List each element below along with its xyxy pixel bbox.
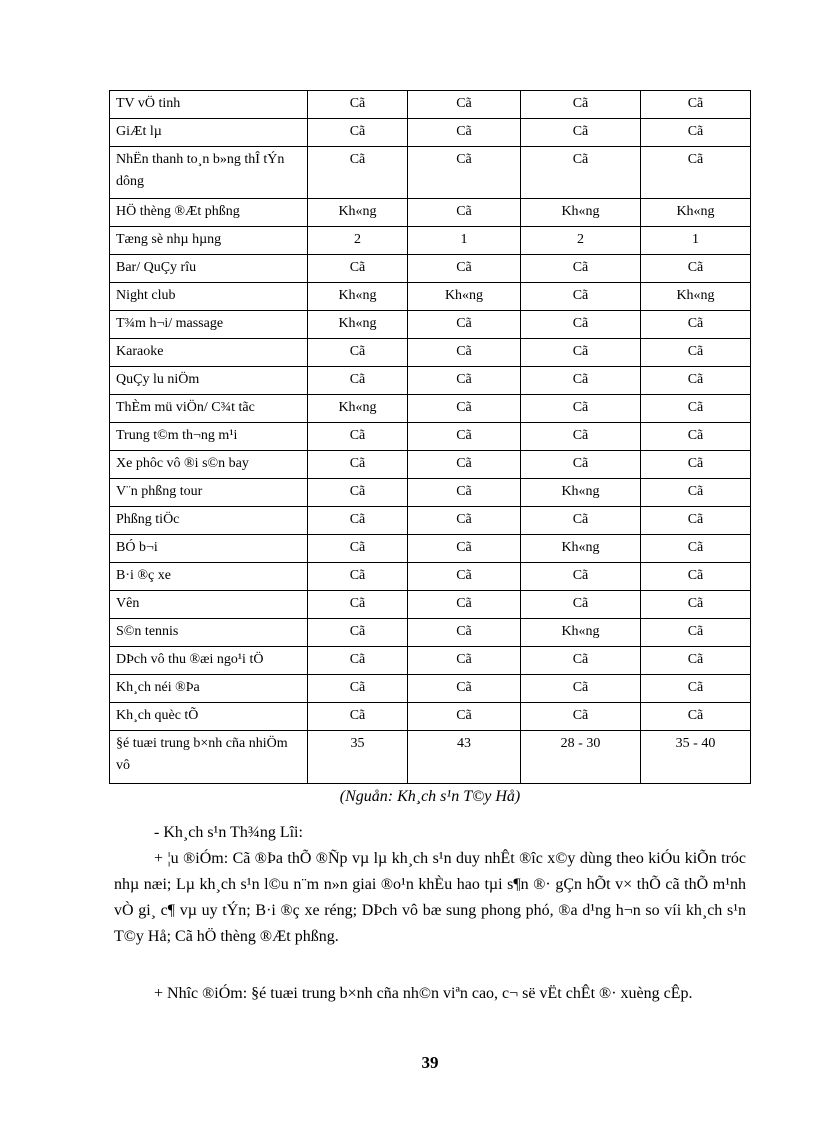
value-cell: Cã <box>308 147 408 199</box>
value-cell: Cã <box>641 647 751 675</box>
table-row <box>110 535 751 563</box>
row-label-cell: Phßng tiÖc <box>110 507 308 535</box>
row-label-cell: B·i ®ç xe <box>110 563 308 591</box>
value-cell: Cã <box>308 591 408 619</box>
row-label-cell: BÓ b¬i <box>110 535 308 563</box>
value-cell: Cã <box>641 367 751 395</box>
row-label-cell: Kh¸ch néi ®Þa <box>110 675 308 703</box>
table-row <box>110 451 751 479</box>
row-label-cell: GiÆt lµ <box>110 119 308 147</box>
value-cell: Cã <box>521 703 641 731</box>
table-row <box>110 675 751 703</box>
table-row <box>110 591 751 619</box>
table-row <box>110 367 751 395</box>
value-cell: Cã <box>308 91 408 119</box>
row-label-cell: Trung t©m th¬ng m¹i <box>110 423 308 451</box>
row-label-cell: T¾m h¬i/ massage <box>110 311 308 339</box>
table-row <box>110 647 751 675</box>
value-cell: 1 <box>641 227 751 255</box>
value-cell: Kh«ng <box>308 199 408 227</box>
value-cell: Kh«ng <box>521 535 641 563</box>
value-cell: Cã <box>521 675 641 703</box>
table-row <box>110 423 751 451</box>
row-label-cell: NhËn thanh to¸n b»ng thÎ tÝn dông <box>110 147 308 199</box>
row-label-cell: TV vÖ tinh <box>110 91 308 119</box>
value-cell: Cã <box>308 423 408 451</box>
table-row <box>110 147 751 199</box>
value-cell: Cã <box>641 339 751 367</box>
value-cell: 2 <box>521 227 641 255</box>
value-cell: Cã <box>308 507 408 535</box>
value-cell: Kh«ng <box>408 283 521 311</box>
value-cell: Cã <box>308 703 408 731</box>
value-cell: Cã <box>308 647 408 675</box>
value-cell: Cã <box>641 451 751 479</box>
value-cell: Cã <box>308 479 408 507</box>
value-cell: Cã <box>408 535 521 563</box>
value-cell: Cã <box>641 395 751 423</box>
table-row <box>110 619 751 647</box>
value-cell: Cã <box>521 647 641 675</box>
value-cell: Cã <box>408 675 521 703</box>
table-row <box>110 339 751 367</box>
table-row <box>110 227 751 255</box>
value-cell: Cã <box>521 395 641 423</box>
value-cell: Cã <box>408 119 521 147</box>
value-cell: Cã <box>308 119 408 147</box>
table-row <box>110 283 751 311</box>
value-cell: Cã <box>408 647 521 675</box>
value-cell: Cã <box>408 339 521 367</box>
value-cell: Cã <box>308 675 408 703</box>
value-cell: Cã <box>408 591 521 619</box>
value-cell: Cã <box>521 255 641 283</box>
value-cell: Cã <box>521 311 641 339</box>
row-label-cell: ThÈm mü viÖn/ C¾t tãc <box>110 395 308 423</box>
value-cell: Cã <box>308 451 408 479</box>
row-label-cell: V¨n phßng tour <box>110 479 308 507</box>
value-cell: Kh«ng <box>641 283 751 311</box>
row-label-cell: Karaoke <box>110 339 308 367</box>
value-cell: Cã <box>408 563 521 591</box>
value-cell: 35 - 40 <box>641 731 751 784</box>
value-cell: Cã <box>308 339 408 367</box>
value-cell: Cã <box>408 451 521 479</box>
table-row <box>110 311 751 339</box>
value-cell: Kh«ng <box>308 311 408 339</box>
value-cell: Cã <box>521 147 641 199</box>
value-cell: Cã <box>308 255 408 283</box>
row-label-cell: §é tuæi trung b×nh cña nhiÖm vô <box>110 731 308 784</box>
value-cell: Cã <box>408 703 521 731</box>
value-cell: Cã <box>521 423 641 451</box>
value-cell: Cã <box>641 311 751 339</box>
hotel-facilities-table <box>109 90 751 784</box>
value-cell: Cã <box>521 563 641 591</box>
value-cell: 1 <box>408 227 521 255</box>
advantages-paragraph: + ¦u ®iÓm: Cã ®Þa thÕ ®Ñp vµ lµ kh¸ch s¹n duy nhÊt ®îc x©y dùng theo kiÓu kiÕn tróc nhµ næi; Lµ kh¸ch s¹n l©u n¨m n»n giai ®o¹n khÈu hao tµi s¶n ®· gÇn hÕt v× thÕ cã thÕ m¹nh vÒ gi¸ c¶ vµ uy tÝn; B·i ®ç xe réng; DÞch vô bæ sung phong phó, ®a d¹ng h¬n so víi kh¸ch s¹n T©y Hå; Cã hÖ thèng ®Æt phßng. <box>114 850 746 945</box>
row-label-cell: QuÇy lu niÖm <box>110 367 308 395</box>
value-cell: Kh«ng <box>308 395 408 423</box>
value-cell: Cã <box>641 535 751 563</box>
table-row <box>110 703 751 731</box>
value-cell: Cã <box>408 311 521 339</box>
table-row <box>110 199 751 227</box>
value-cell: 35 <box>308 731 408 784</box>
value-cell: Cã <box>641 675 751 703</box>
value-cell: Cã <box>521 451 641 479</box>
table-row <box>110 507 751 535</box>
value-cell: Cã <box>408 395 521 423</box>
page-number: 39 <box>421 1053 439 1072</box>
value-cell: Cã <box>641 703 751 731</box>
value-cell: Kh«ng <box>521 479 641 507</box>
table-source-note: (Nguån: Kh¸ch s¹n T©y Hå) <box>339 788 521 805</box>
value-cell: Cã <box>521 367 641 395</box>
value-cell: Kh«ng <box>308 283 408 311</box>
value-cell: Cã <box>641 147 751 199</box>
row-label-cell: Bar/ QuÇy rîu <box>110 255 308 283</box>
value-cell: Cã <box>521 591 641 619</box>
value-cell: Cã <box>408 507 521 535</box>
value-cell: Cã <box>408 619 521 647</box>
value-cell: Cã <box>641 563 751 591</box>
table-row <box>110 119 751 147</box>
value-cell: Cã <box>521 339 641 367</box>
section-heading: - Kh¸ch s¹n Th¾ng Lîi: <box>154 824 303 841</box>
value-cell: Cã <box>408 147 521 199</box>
value-cell: Kh«ng <box>641 199 751 227</box>
value-cell: Kh«ng <box>521 619 641 647</box>
disadvantages-paragraph: + Nhîc ®iÓm: §é tuæi trung b×nh cña nh©n viªn cao, c¬ së vËt chÊt ®· xuèng cÊp. <box>154 985 693 1002</box>
value-cell: Cã <box>408 91 521 119</box>
table-row <box>110 255 751 283</box>
row-label-cell: Kh¸ch quèc tÕ <box>110 703 308 731</box>
value-cell: Cã <box>408 255 521 283</box>
table-row <box>110 731 751 784</box>
value-cell: Cã <box>641 591 751 619</box>
value-cell: Cã <box>408 423 521 451</box>
row-label-cell: Tæng sè nhµ hµng <box>110 227 308 255</box>
value-cell: Cã <box>521 91 641 119</box>
value-cell: 2 <box>308 227 408 255</box>
value-cell: Cã <box>521 119 641 147</box>
value-cell: Kh«ng <box>521 199 641 227</box>
value-cell: Cã <box>408 367 521 395</box>
value-cell: Cã <box>641 507 751 535</box>
value-cell: Cã <box>641 255 751 283</box>
value-cell: Cã <box>641 479 751 507</box>
value-cell: Cã <box>641 423 751 451</box>
value-cell: Cã <box>641 91 751 119</box>
value-cell: 28 - 30 <box>521 731 641 784</box>
value-cell: Cã <box>308 563 408 591</box>
table-row <box>110 395 751 423</box>
value-cell: 43 <box>408 731 521 784</box>
table-body <box>110 91 751 784</box>
table-row <box>110 479 751 507</box>
value-cell: Cã <box>521 283 641 311</box>
row-label-cell: DÞch vô thu ®æi ngo¹i tÖ <box>110 647 308 675</box>
value-cell: Cã <box>308 535 408 563</box>
row-label-cell: Night club <box>110 283 308 311</box>
table-row <box>110 563 751 591</box>
value-cell: Cã <box>308 619 408 647</box>
value-cell: Cã <box>521 507 641 535</box>
table-row <box>110 91 751 119</box>
row-label-cell: S©n tennis <box>110 619 308 647</box>
value-cell: Cã <box>408 199 521 227</box>
value-cell: Cã <box>641 619 751 647</box>
value-cell: Cã <box>408 479 521 507</box>
row-label-cell: Vên <box>110 591 308 619</box>
value-cell: Cã <box>308 367 408 395</box>
value-cell: Cã <box>641 119 751 147</box>
row-label-cell: HÖ thèng ®Æt phßng <box>110 199 308 227</box>
row-label-cell: Xe phôc vô ®i s©n bay <box>110 451 308 479</box>
